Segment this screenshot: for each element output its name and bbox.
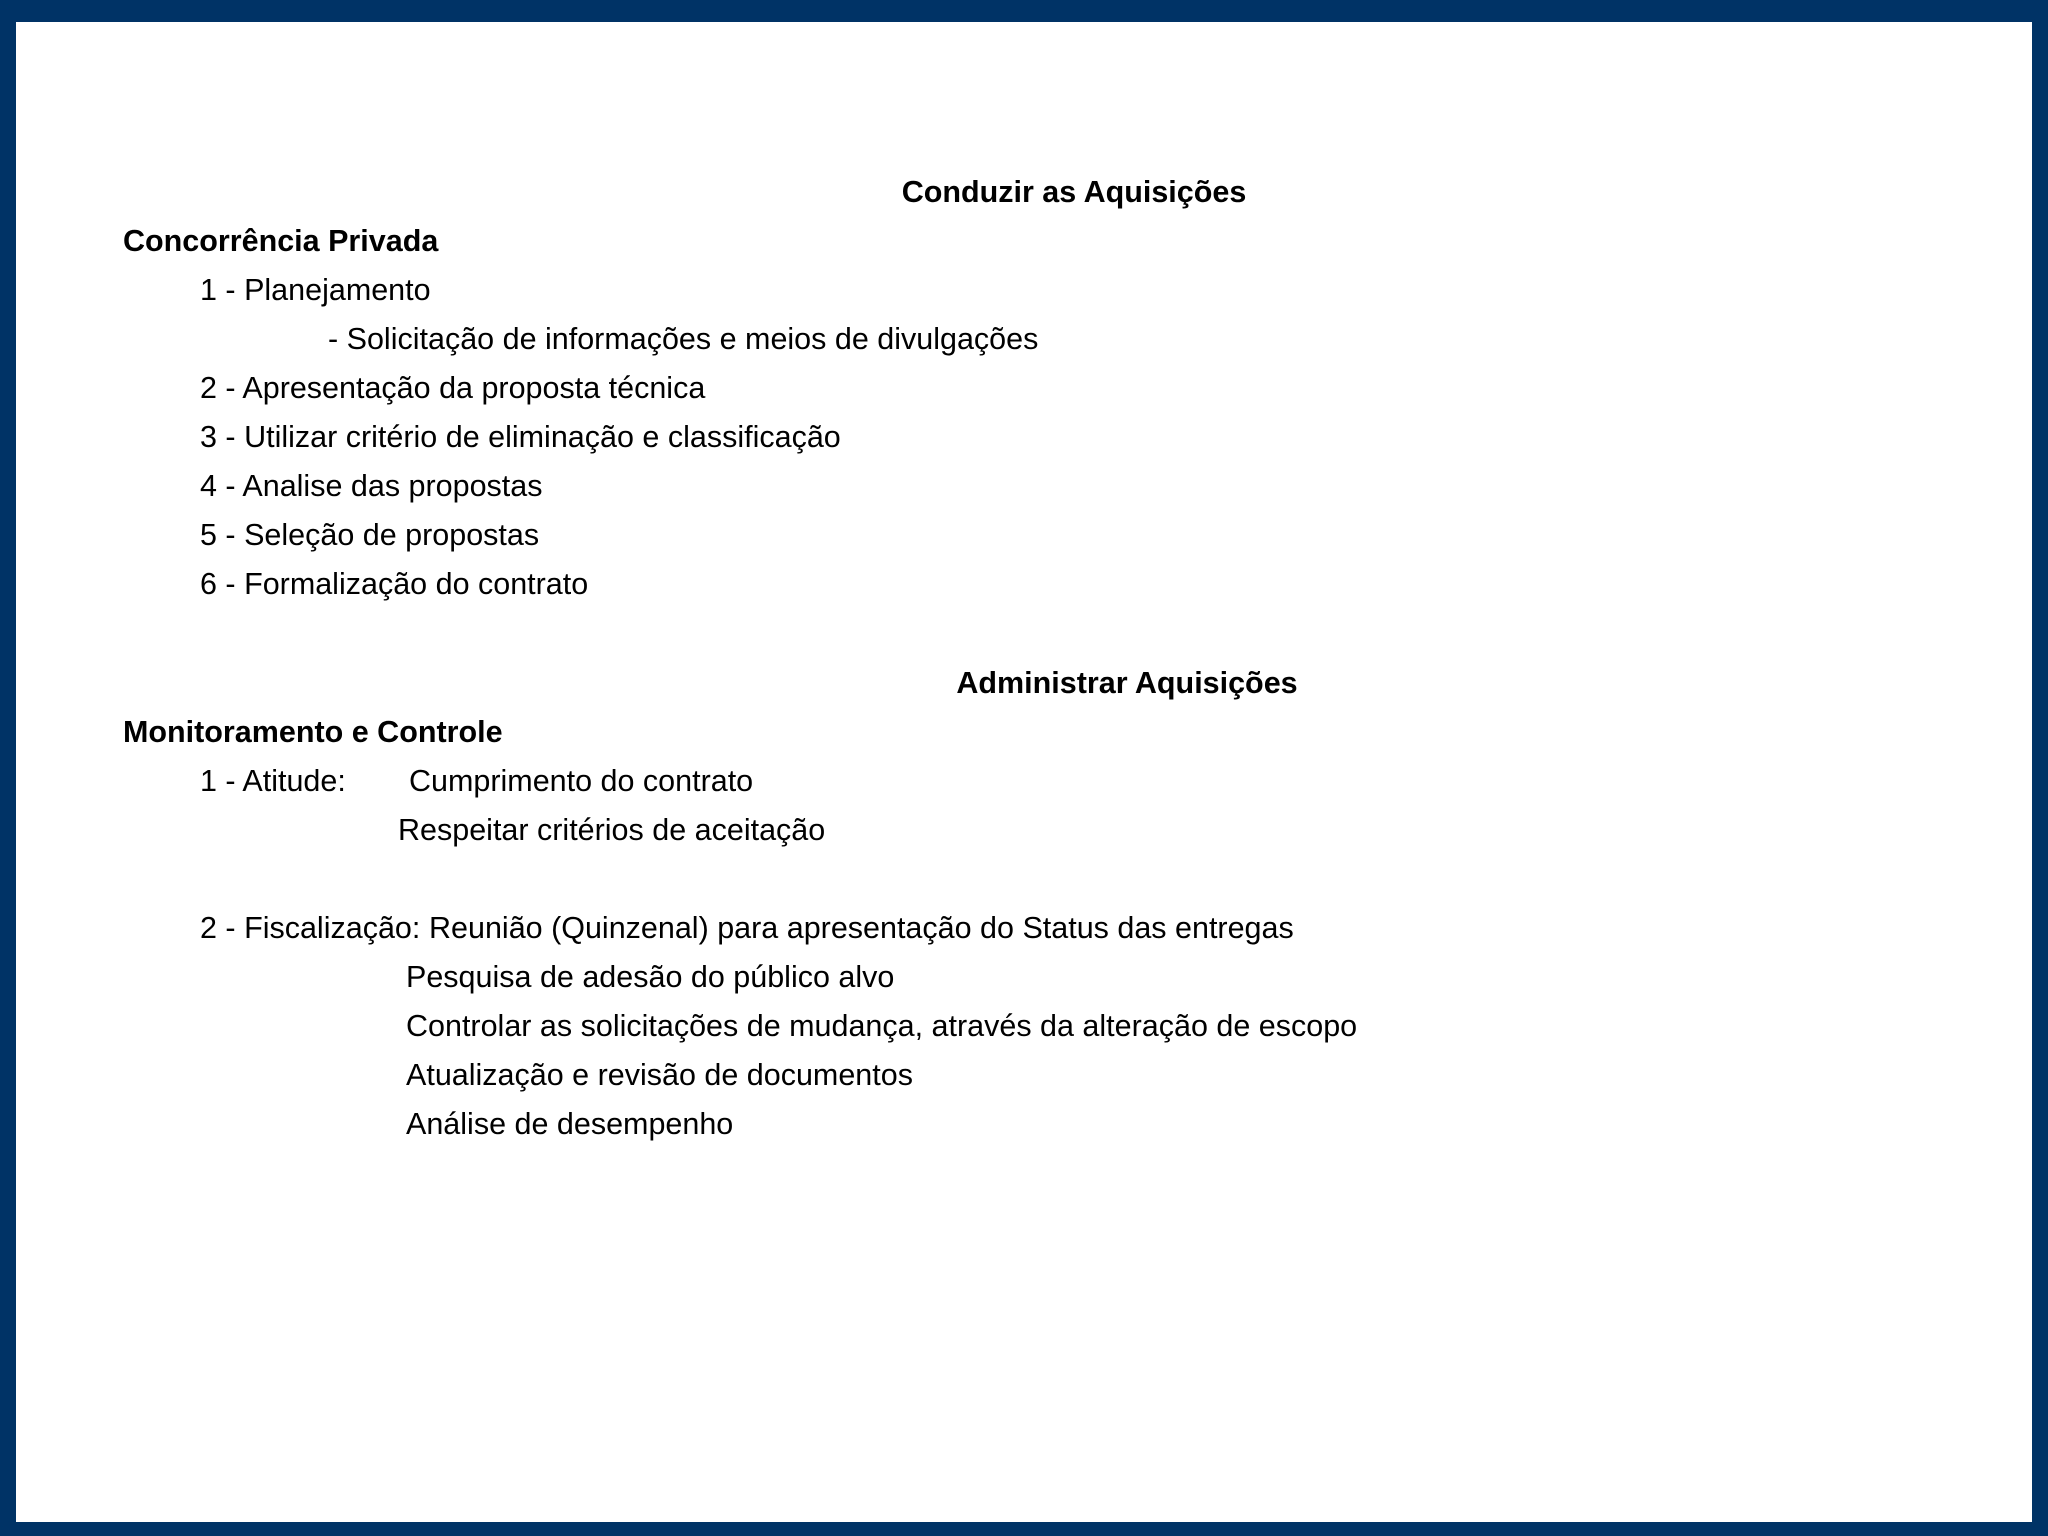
fiscalizacao-item-controlar: Controlar as solicitações de mudança, através da alteração de escopo	[406, 1009, 1358, 1043]
list-item-criterio: 3 - Utilizar critério de eliminação e classificação	[200, 420, 841, 454]
fiscalizacao-item-desempenho: Análise de desempenho	[406, 1107, 734, 1141]
section-title-conduzir: Conduzir as Aquisições	[901, 175, 1247, 209]
list-item-analise: 4 - Analise das propostas	[200, 469, 543, 503]
list-item-planejamento: 1 - Planejamento	[200, 273, 431, 307]
list-item-selecao: 5 - Seleção de propostas	[200, 518, 540, 552]
list-subitem-solicitacao: - Solicitação de informações e meios de divulgações	[328, 322, 1039, 356]
section-heading-monitoramento: Monitoramento e Controle	[123, 715, 503, 749]
fiscalizacao-item-reuniao: Reunião (Quinzenal) para apresentação do Status das entregas	[429, 911, 1294, 945]
atitude-item-cumprimento: Cumprimento do contrato	[409, 764, 754, 798]
section-heading-concorrencia: Concorrência Privada	[123, 224, 439, 258]
atitude-label: 1 - Atitude:	[200, 764, 346, 798]
list-item-apresentacao: 2 - Apresentação da proposta técnica	[200, 371, 706, 405]
fiscalizacao-label: 2 - Fiscalização:	[200, 911, 421, 945]
section-title-administrar: Administrar Aquisições	[956, 666, 1298, 700]
fiscalizacao-item-atualizacao: Atualização e revisão de documentos	[406, 1058, 913, 1092]
list-item-formalizacao: 6 - Formalização do contrato	[200, 567, 589, 601]
atitude-item-respeitar: Respeitar critérios de aceitação	[398, 813, 826, 847]
fiscalizacao-item-pesquisa: Pesquisa de adesão do público alvo	[406, 960, 895, 994]
